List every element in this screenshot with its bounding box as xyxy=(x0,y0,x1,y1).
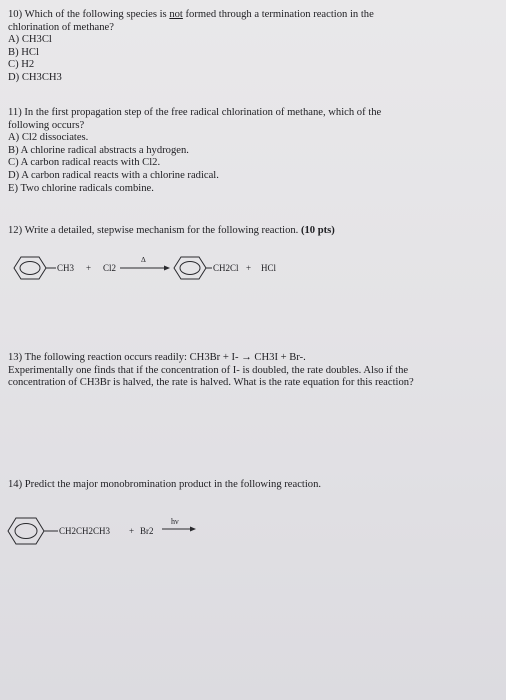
option-d: D) CH3CH3 xyxy=(8,71,62,83)
question-13-prompt: 13) The following reaction occurs readily: CH3Br + I- → CH3I + Br-. xyxy=(8,352,306,363)
option-c: C) A carbon radical reacts with Cl2. xyxy=(8,157,161,169)
benzene-ring-icon xyxy=(8,518,58,544)
substituent: CH2CH2CH3 xyxy=(59,526,111,536)
reaction-condition: Δ xyxy=(141,255,146,264)
option-a: A) Cl2 dissociates. xyxy=(8,132,89,144)
question-11 xyxy=(8,107,381,195)
question-11-prompt: 11) In the first propagation step of the free radical chlorination of methane, which of the xyxy=(8,107,382,118)
question-11-prompt-cont: following occurs? xyxy=(8,119,85,131)
emphasis-not: not xyxy=(169,9,183,20)
plus-sign: + xyxy=(246,263,252,273)
reagent: Br2 xyxy=(140,526,154,536)
option-b: B) HCl xyxy=(8,46,39,58)
option-d: D) A carbon radical reacts with a chlorine radical. xyxy=(8,169,219,181)
option-b: B) A chlorine radical abstracts a hydrogen. xyxy=(8,144,189,156)
reagent: Cl2 xyxy=(103,263,117,273)
option-e: E) Two chlorine radicals combine. xyxy=(8,182,154,194)
question-10 xyxy=(8,9,374,85)
points-label: (10 pts) xyxy=(300,225,335,236)
option-a: A) CH3Cl xyxy=(8,34,52,46)
reaction-arrow-icon xyxy=(120,266,170,271)
product-substituent: CH2Cl xyxy=(213,263,239,273)
question-12-prompt: 12) Write a detailed, stepwise mechanism for the following reaction. (10 pts) xyxy=(8,225,335,236)
question-13 xyxy=(8,352,414,390)
question-12 xyxy=(8,225,335,238)
reaction-scheme-14 xyxy=(4,512,224,552)
question-13-prompt-cont: concentration of CH3Br is halved, the rate is halved. What is the rate equation for this reaction? xyxy=(8,377,414,389)
plus-sign: + xyxy=(129,526,135,536)
question-10-prompt: 10) Which of the following species is not formed through a termination reaction in the xyxy=(8,9,374,20)
question-10-prompt-cont: chlorination of methane? xyxy=(8,21,114,33)
reaction-arrow-icon xyxy=(162,527,196,532)
plus-sign: + xyxy=(86,263,92,273)
reaction-scheme-12 xyxy=(6,248,446,288)
benzene-ring-icon xyxy=(174,257,212,279)
byproduct: HCl xyxy=(261,263,277,273)
question-13-prompt-cont: Experimentally one finds that if the concentration of I- is doubled, the rate doubles. Also if the xyxy=(8,364,409,376)
question-14 xyxy=(8,479,321,492)
reactant-substituent: CH3 xyxy=(57,263,75,273)
option-c: C) H2 xyxy=(8,59,35,71)
benzene-ring-icon xyxy=(14,257,56,279)
question-14-prompt: 14) Predict the major monobromination product in the following reaction. xyxy=(8,479,322,490)
reaction-condition: hν xyxy=(171,517,179,526)
